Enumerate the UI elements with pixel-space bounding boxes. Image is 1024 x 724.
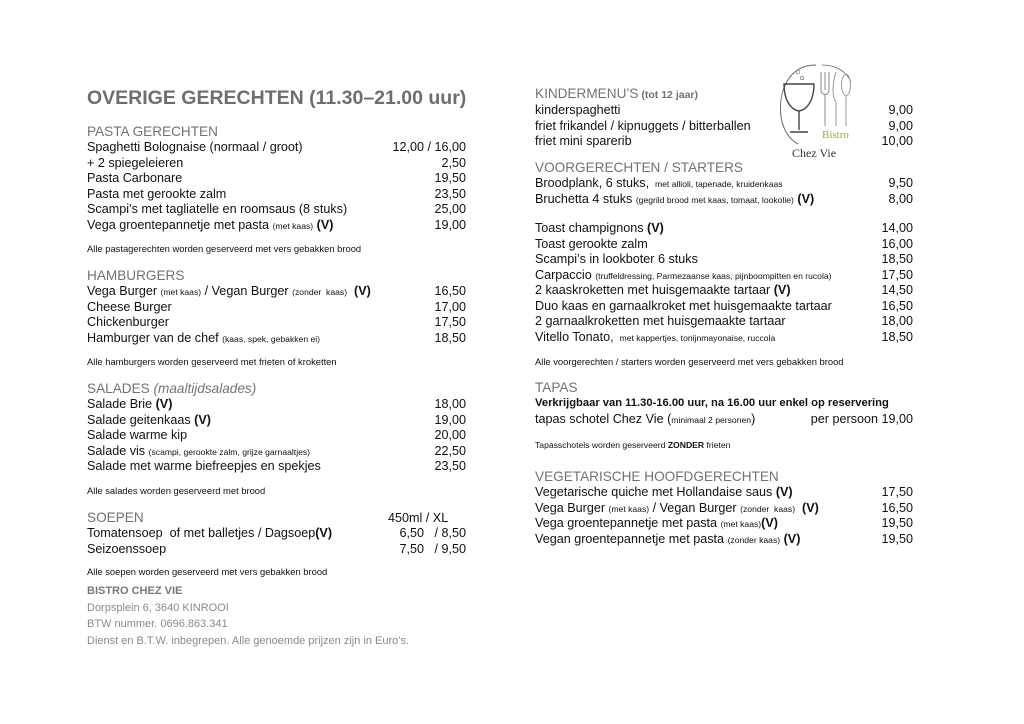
item-name: Hamburger van de chef — [87, 330, 223, 345]
menu-item — [87, 397, 466, 413]
item-price: 18,00 — [434, 397, 466, 411]
menu-item — [87, 140, 466, 156]
item-name: Chickenburger — [87, 315, 169, 329]
item-price: 17,50 — [881, 267, 913, 282]
item-description: (met kaas) — [272, 220, 314, 231]
tapas-availability: Verkrijgbaar van 11.30-16.00 uur, na 16.00 uur enkel op reservering — [535, 397, 889, 409]
item-price: 19,50 — [881, 516, 913, 530]
bubble-icon — [800, 76, 803, 79]
item-name: friet frikandel / kipnuggets / bitterballen — [535, 118, 751, 133]
item-name: Pasta met gerookte zalm — [87, 186, 227, 201]
section-note: Alle pastagerechten worden geserveerd met vers gebakken brood — [87, 243, 362, 254]
item-name: Bruchetta 4 stuks — [535, 191, 636, 206]
item-name: Vegetarische quiche met Hollandaise saus — [535, 485, 776, 499]
item-price: 9,00 — [888, 103, 913, 117]
item-price: 19,00 — [434, 217, 466, 232]
item-name: Vega groentepannetje met pasta — [87, 217, 273, 232]
menu-item — [535, 283, 913, 299]
item-name: Scampi’s in lookboter 6 stuks — [535, 252, 698, 266]
vegetarian-mark: (V) — [775, 485, 793, 499]
item-name: Toast champignons — [535, 221, 648, 235]
item-name: Tomatensoep — [87, 526, 167, 540]
item-price: 14,50 — [881, 283, 913, 297]
item-price: 16,00 — [881, 236, 913, 251]
item-price: 9,50 — [888, 176, 913, 190]
item-name: Toast gerookte zalm — [535, 236, 648, 251]
menu-item — [87, 300, 466, 316]
menu-item — [87, 331, 466, 347]
item-name: Salade met warme biefreepjes en spekjes — [87, 459, 321, 473]
restaurant-info — [87, 583, 409, 649]
item-name: Spaghetti Bolognaise (normaal / groot) — [87, 140, 303, 154]
item-name: Salade vis — [87, 443, 149, 458]
item-name-extra: ) — [751, 411, 756, 426]
section-header: VEGETARISCHE HOOFDGERECHTEN — [535, 469, 779, 484]
section-header: VOORGERECHTEN / STARTERS — [535, 160, 743, 175]
section-header — [87, 381, 466, 397]
item-price: 25,00 — [434, 202, 466, 216]
item-description: (zonder kaas) — [727, 534, 781, 545]
menu-item — [535, 314, 913, 330]
menu-item — [535, 532, 913, 548]
item-description: met kappertjes, tonijnmayonaise, ruccola — [617, 332, 776, 343]
vegetarian-mark: (V) — [313, 217, 334, 232]
item-name: Cheese Burger — [87, 299, 172, 314]
menu-item — [535, 501, 913, 517]
item-name-extra: / Vegan Burger — [649, 500, 741, 515]
menu-item — [87, 187, 466, 203]
menu-item — [87, 218, 466, 234]
item-price: 10,00 — [881, 134, 913, 148]
item-description: (truffeldressing, Parmezaanse kaas, pijnboompitten en rucola) — [595, 270, 832, 281]
section-pasta — [87, 124, 466, 254]
size-label: 450ml / XL — [388, 511, 449, 525]
menu-item — [87, 444, 466, 460]
vegetarian-mark: (V) — [155, 397, 173, 411]
vegetarian-mark: (V) — [647, 221, 664, 235]
header-text: KINDERMENU’S — [535, 86, 639, 101]
vegetarian-mark: (V) — [795, 500, 819, 515]
section-header: TAPAS — [535, 380, 578, 395]
item-name: friet mini sparerib — [535, 134, 632, 148]
spoon-icon — [842, 74, 851, 126]
menu-item — [87, 526, 466, 542]
item-price: 7,50 / 9,50 — [399, 541, 466, 556]
item-price: 8,00 — [888, 191, 913, 206]
menu-item — [87, 315, 466, 331]
item-price: 19,50 — [434, 171, 466, 185]
item-price: 19,00 — [434, 412, 466, 427]
menu-item — [535, 412, 913, 428]
note-text: frieten — [704, 440, 731, 450]
vegetarian-mark: (V) — [315, 526, 333, 540]
section-note: Alle hamburgers worden geserveerd met frieten of kroketten — [87, 356, 337, 367]
item-name: + 2 spiegeleieren — [87, 155, 184, 170]
section-vegetarisch — [535, 469, 913, 547]
item-name: Pasta Carbonare — [87, 171, 183, 185]
item-name: Broodplank, 6 stuks, — [535, 176, 653, 190]
item-price: 18,00 — [881, 314, 913, 328]
section-tapas — [535, 380, 913, 450]
item-price: 17,50 — [881, 485, 913, 499]
menu-item — [87, 156, 466, 172]
page-title: OVERIGE GERECHTEN (11.30–21.00 uur) — [87, 87, 467, 109]
item-description: (scampi, gerookte zalm, grijze garnaaltjes) — [148, 446, 311, 457]
section-salades — [87, 381, 466, 496]
item-price: 16,50 — [881, 298, 913, 313]
vegetarian-mark: (V) — [780, 531, 801, 546]
logo-text-bistro: Bistro — [822, 129, 849, 141]
item-price: 22,50 — [434, 443, 466, 458]
item-name: 2 garnaalkroketten met huisgemaakte tartaar — [535, 314, 786, 328]
section-header: HAMBURGERS — [87, 268, 185, 283]
header-subtitle: (maaltijdsalades) — [153, 381, 257, 396]
menu-item — [87, 171, 466, 187]
section-note — [535, 440, 913, 450]
item-price: 18,50 — [881, 329, 913, 344]
section-header: PASTA GERECHTEN — [87, 124, 218, 139]
menu-item — [87, 284, 466, 300]
menu-item — [535, 485, 913, 501]
item-name: Salade Brie — [87, 397, 156, 411]
menu-item — [535, 176, 913, 192]
wine-glass-icon — [784, 84, 814, 132]
item-description: (zonder kaas) — [740, 503, 796, 514]
section-hamburgers — [87, 268, 466, 367]
item-name: Carpaccio — [535, 267, 596, 282]
fork-icon — [821, 72, 829, 126]
item-description: (met kaas) — [608, 503, 650, 514]
item-name: Vega groentepannetje met pasta — [535, 516, 721, 530]
note-text: Tapasschotels worden geserveerd — [535, 440, 668, 450]
menu-item — [535, 516, 913, 532]
section-note: Alle salades worden geserveerd met brood — [87, 484, 266, 496]
item-price: 18,50 — [881, 252, 913, 266]
menu-item — [87, 202, 466, 218]
vegetarian-mark: (V) — [761, 516, 778, 530]
item-price: 20,00 — [434, 428, 466, 442]
bubble-icon — [796, 70, 800, 74]
item-price: per persoon 19,00 — [810, 411, 913, 426]
menu-item — [87, 428, 466, 444]
bistro-logo — [776, 62, 858, 162]
knife-icon — [833, 72, 836, 126]
item-name: Vegan groentepannetje met pasta — [535, 531, 728, 546]
item-name: Vitello Tonato, — [535, 329, 618, 344]
item-name: Scampi’s met tagliatelle en roomsaus (8 stuks) — [87, 202, 348, 216]
item-price: 2,50 — [441, 155, 466, 170]
vat-number: BTW nummer. 0696.863.341 — [87, 618, 228, 631]
menu-item — [535, 299, 913, 315]
item-description: (zonder kaas) — [292, 287, 348, 297]
item-description: (gegrild brood met kaas, tomaat, lookolie) — [635, 194, 794, 205]
header-text: SALADES — [87, 381, 154, 396]
item-price: 14,00 — [881, 221, 913, 235]
menu-item — [87, 542, 466, 558]
vegetarian-mark: (V) — [773, 283, 791, 297]
item-description: (met kaas) — [160, 287, 202, 297]
section-header — [87, 510, 466, 526]
item-price: 9,00 — [888, 118, 913, 133]
vegetarian-mark: (V) — [347, 284, 371, 298]
item-price: 17,00 — [434, 299, 466, 314]
menu-item — [87, 413, 466, 429]
item-name: Duo kaas en garnaalkroket met huisgemaakte tartaar — [535, 298, 832, 313]
menu-item — [87, 459, 466, 475]
item-price: 18,50 — [434, 330, 466, 345]
header-note: (tot 12 jaar) — [638, 89, 698, 101]
section-note: Alle soepen worden geserveerd met vers gebakken brood — [87, 566, 328, 577]
item-name-extra: / Vegan Burger — [201, 284, 293, 298]
vegetarian-mark: (V) — [194, 412, 211, 427]
item-price: 23,50 — [434, 459, 466, 473]
item-name: kinderspaghetti — [535, 103, 621, 117]
item-name: tapas schotel Chez Vie ( — [535, 411, 672, 426]
item-price: 6,50 / 8,50 — [399, 526, 466, 540]
section-note: Alle voorgerechten / starters worden geserveerd met vers gebakken brood — [535, 356, 844, 367]
item-description: minimaal 2 personen — [671, 414, 752, 425]
item-name: Vega Burger — [87, 284, 161, 298]
header-text: SOEPEN — [87, 510, 144, 525]
menu-item — [535, 330, 913, 346]
item-price: 23,50 — [434, 186, 466, 201]
item-name-extra: of met balletjes / Dagsoep — [166, 526, 316, 540]
menu-item — [535, 221, 913, 237]
menu-item — [535, 237, 913, 253]
item-description: (met kaas) — [720, 519, 762, 529]
restaurant-address: Dorpsplein 6, 3640 KINROOI — [87, 601, 229, 614]
logo-text-chez-vie: Chez Vie — [792, 146, 837, 160]
restaurant-name: BISTRO CHEZ VIE — [87, 585, 183, 597]
menu-item — [535, 268, 913, 284]
item-price: 12,00 / 16,00 — [392, 140, 466, 154]
item-description: met allioli, tapenade, kruidenkaas — [652, 179, 783, 189]
item-name: Vega Burger — [535, 500, 609, 515]
item-price: 19,50 — [881, 531, 913, 546]
item-name: 2 kaaskroketten met huisgemaakte tartaar — [535, 283, 774, 297]
note-emphasis: ZONDER — [667, 440, 705, 450]
menu-item — [535, 192, 913, 208]
item-price: 16,50 — [881, 500, 913, 515]
item-price: 16,50 — [434, 284, 466, 298]
item-price: 17,50 — [434, 315, 466, 329]
price-info: Dienst en B.T.W. inbegrepen. Alle genoemde prijzen zijn in Euro’s. — [87, 634, 410, 647]
section-voorgerechten — [535, 160, 913, 367]
item-name: Salade warme kip — [87, 428, 188, 442]
item-name: Salade geitenkaas — [87, 412, 195, 427]
item-name: Seizoenssoep — [87, 541, 167, 556]
logo-arc — [822, 65, 851, 82]
item-description: (kaas, spek, gebakken ei) — [222, 333, 321, 344]
vegetarian-mark: (V) — [793, 191, 815, 206]
section-soepen — [87, 510, 466, 577]
menu-item — [535, 252, 913, 268]
